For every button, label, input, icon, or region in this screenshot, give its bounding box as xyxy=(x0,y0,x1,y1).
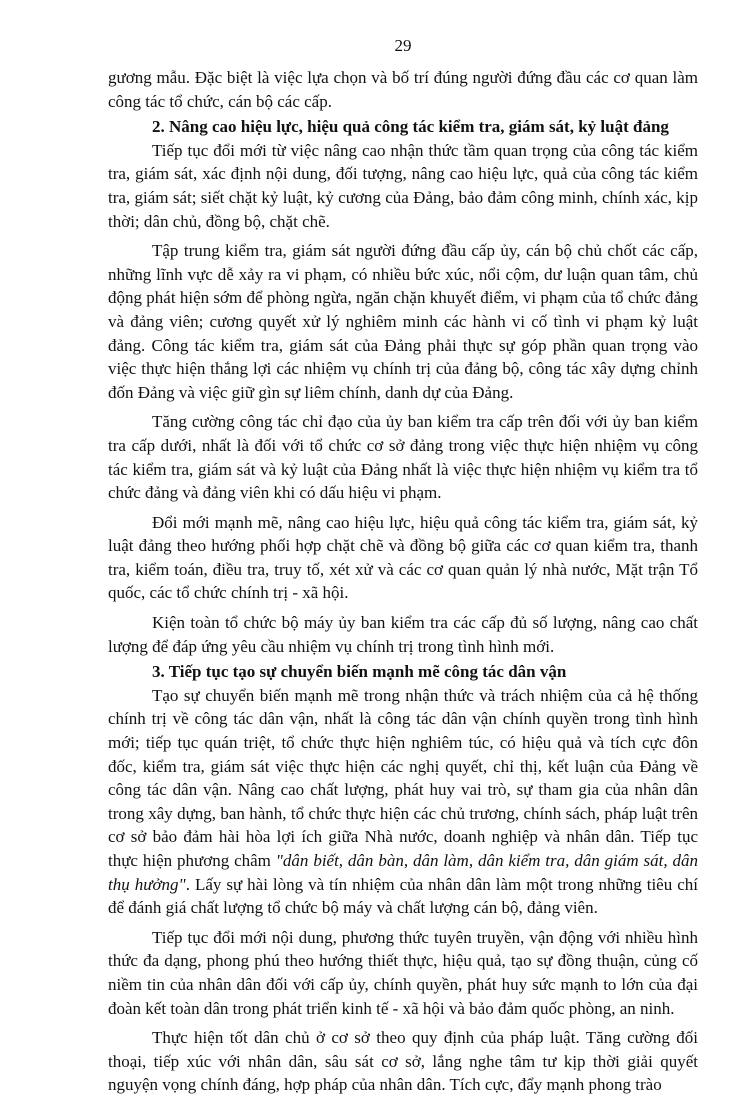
section3-paragraph-1 xyxy=(108,684,698,920)
section-heading-3: 3. Tiếp tục tạo sự chuyển biến mạnh mẽ công tác dân vận xyxy=(152,662,567,682)
section3-paragraph-2: Tiếp tục đổi mới nội dung, phương thức tuyên truyền, vận động với nhiều hình thức đa dạng, phong phú theo hướng thiết thực, hiệu quả, tạo sự đồng thuận, củng cố niềm tin của nhân dân đối với cấp ủy, chính quyền, phát huy sức mạnh to lớn của đại đoàn kết toàn dân trong phát triển kinh tế - xã hội và bảo đảm quốc phòng, an ninh. xyxy=(108,927,698,1018)
section2-paragraph-5: Kiện toàn tổ chức bộ máy ủy ban kiểm tra các cấp đủ số lượng, nâng cao chất lượng để đáp ứng yêu cầu nhiệm vụ chính trị trong tình hình mới. xyxy=(108,613,698,656)
section3-p1-text-before: Tạo sự chuyển biến mạnh mẽ trong nhận thức và trách nhiệm của cả hệ thống chính trị về công tác dân vận, nhất là công tác dân vận chính quyền trong tình hình mới; tiếp tục quán triệt, tổ chức thực hiện nghiêm túc, có hiệu quả và tích cực đôn đốc, kiểm tra, giám sát việc thực hiện các nghị quyết, chỉ thị, kết luận của Đảng về công tác dân vận. Nâng cao chất lượng, phát huy vai trò, sự tham gia của nhân dân trong xây dựng, ban hành, tổ chức thực hiện các chủ trương, chính sách, pháp luật trên cơ sở bảo đảm hài hòa lợi ích giữa Nhà nước, doanh nghiệp và nhân dân. Tiếp tục thực hiện phương châm xyxy=(108,685,698,870)
paragraph-continuation: gương mẫu. Đặc biệt là việc lựa chọn và bố trí đúng người đứng đầu các cơ quan làm công tác tổ chức, cán bộ các cấp. xyxy=(108,68,698,111)
section2-paragraph-2: Tập trung kiểm tra, giám sát người đứng đầu cấp ủy, cán bộ chủ chốt các cấp, những lĩnh vực dễ xảy ra vi phạm, có nhiều bức xúc, nổi cộm, dư luận quan tâm, chủ động phát hiện sớm để phòng ngừa, ngăn chặn khuyết điểm, vi phạm của tổ chức đảng và đảng viên; cương quyết xử lý nghiêm minh các hành vi cố tình vi phạm kỷ luật đảng. Công tác kiểm tra, giám sát của Đảng phải thực sự góp phần quan trọng vào việc thực hiện thắng lợi các nhiệm vụ chính trị của đảng bộ, công tác xây dựng chỉnh đốn Đảng và việc giữ gìn sự liêm chính, danh dự của Đảng. xyxy=(108,241,698,402)
page-number: 29 xyxy=(394,36,412,55)
section2-paragraph-1: Tiếp tục đổi mới từ việc nâng cao nhận thức tầm quan trọng của công tác kiểm tra, giám sát, xác định nội dung, đối tượng, nâng cao hiệu lực, quả của công tác kiểm tra, giám sát; siết chặt kỷ luật, kỷ cương của Đảng, bảo đảm công minh, chính xác, kịp thời; dân chủ, đồng bộ, chặt chẽ. xyxy=(108,140,698,231)
section3-p1-italic-quote: "dân biết, dân bàn, dân làm, dân kiểm tra, dân giám sát, dân thụ hưởng" xyxy=(108,851,698,894)
section2-paragraph-3: Tăng cường công tác chỉ đạo của ủy ban kiểm tra cấp trên đối với ủy ban kiểm tra cấp dưới, nhất là đối với tổ chức cơ sở đảng trong việc thực hiện nhiệm vụ công tác kiểm tra, giám sát và kỷ luật của Đảng nhất là việc thực hiện nhiệm vụ kiểm tra tổ chức đảng và đảng viên khi có dấu hiệu vi phạm. xyxy=(108,412,698,503)
section3-p1-text-after: . Lấy sự hài lòng và tín nhiệm của nhân dân làm một trong những tiêu chí để đánh giá chất lượng tổ chức bộ máy và chất lượng cán bộ, đảng viên. xyxy=(108,874,698,918)
document-page xyxy=(108,36,698,1103)
section2-paragraph-4: Đổi mới mạnh mẽ, nâng cao hiệu lực, hiệu quả công tác kiểm tra, giám sát, kỷ luật đảng theo hướng phối hợp chặt chẽ và đồng bộ giữa các cơ quan kiểm tra, thanh tra, kiểm toán, điều tra, truy tố, xét xử và các cơ quan quản lý nhà nước, Mặt trận Tổ quốc, các tổ chức chính trị - xã hội. xyxy=(108,512,698,603)
section-heading-2: 2. Nâng cao hiệu lực, hiệu quả công tác kiểm tra, giám sát, kỷ luật đảng xyxy=(152,117,669,137)
section3-paragraph-3: Thực hiện tốt dân chủ ở cơ sở theo quy định của pháp luật. Tăng cường đối thoại, tiếp xúc với nhân dân, sâu sát cơ sở, lắng nghe tâm tư kịp thời giải quyết nguyện vọng chính đáng, hợp pháp của nhân dân. Tích cực, đẩy mạnh phong trào xyxy=(108,1028,698,1095)
